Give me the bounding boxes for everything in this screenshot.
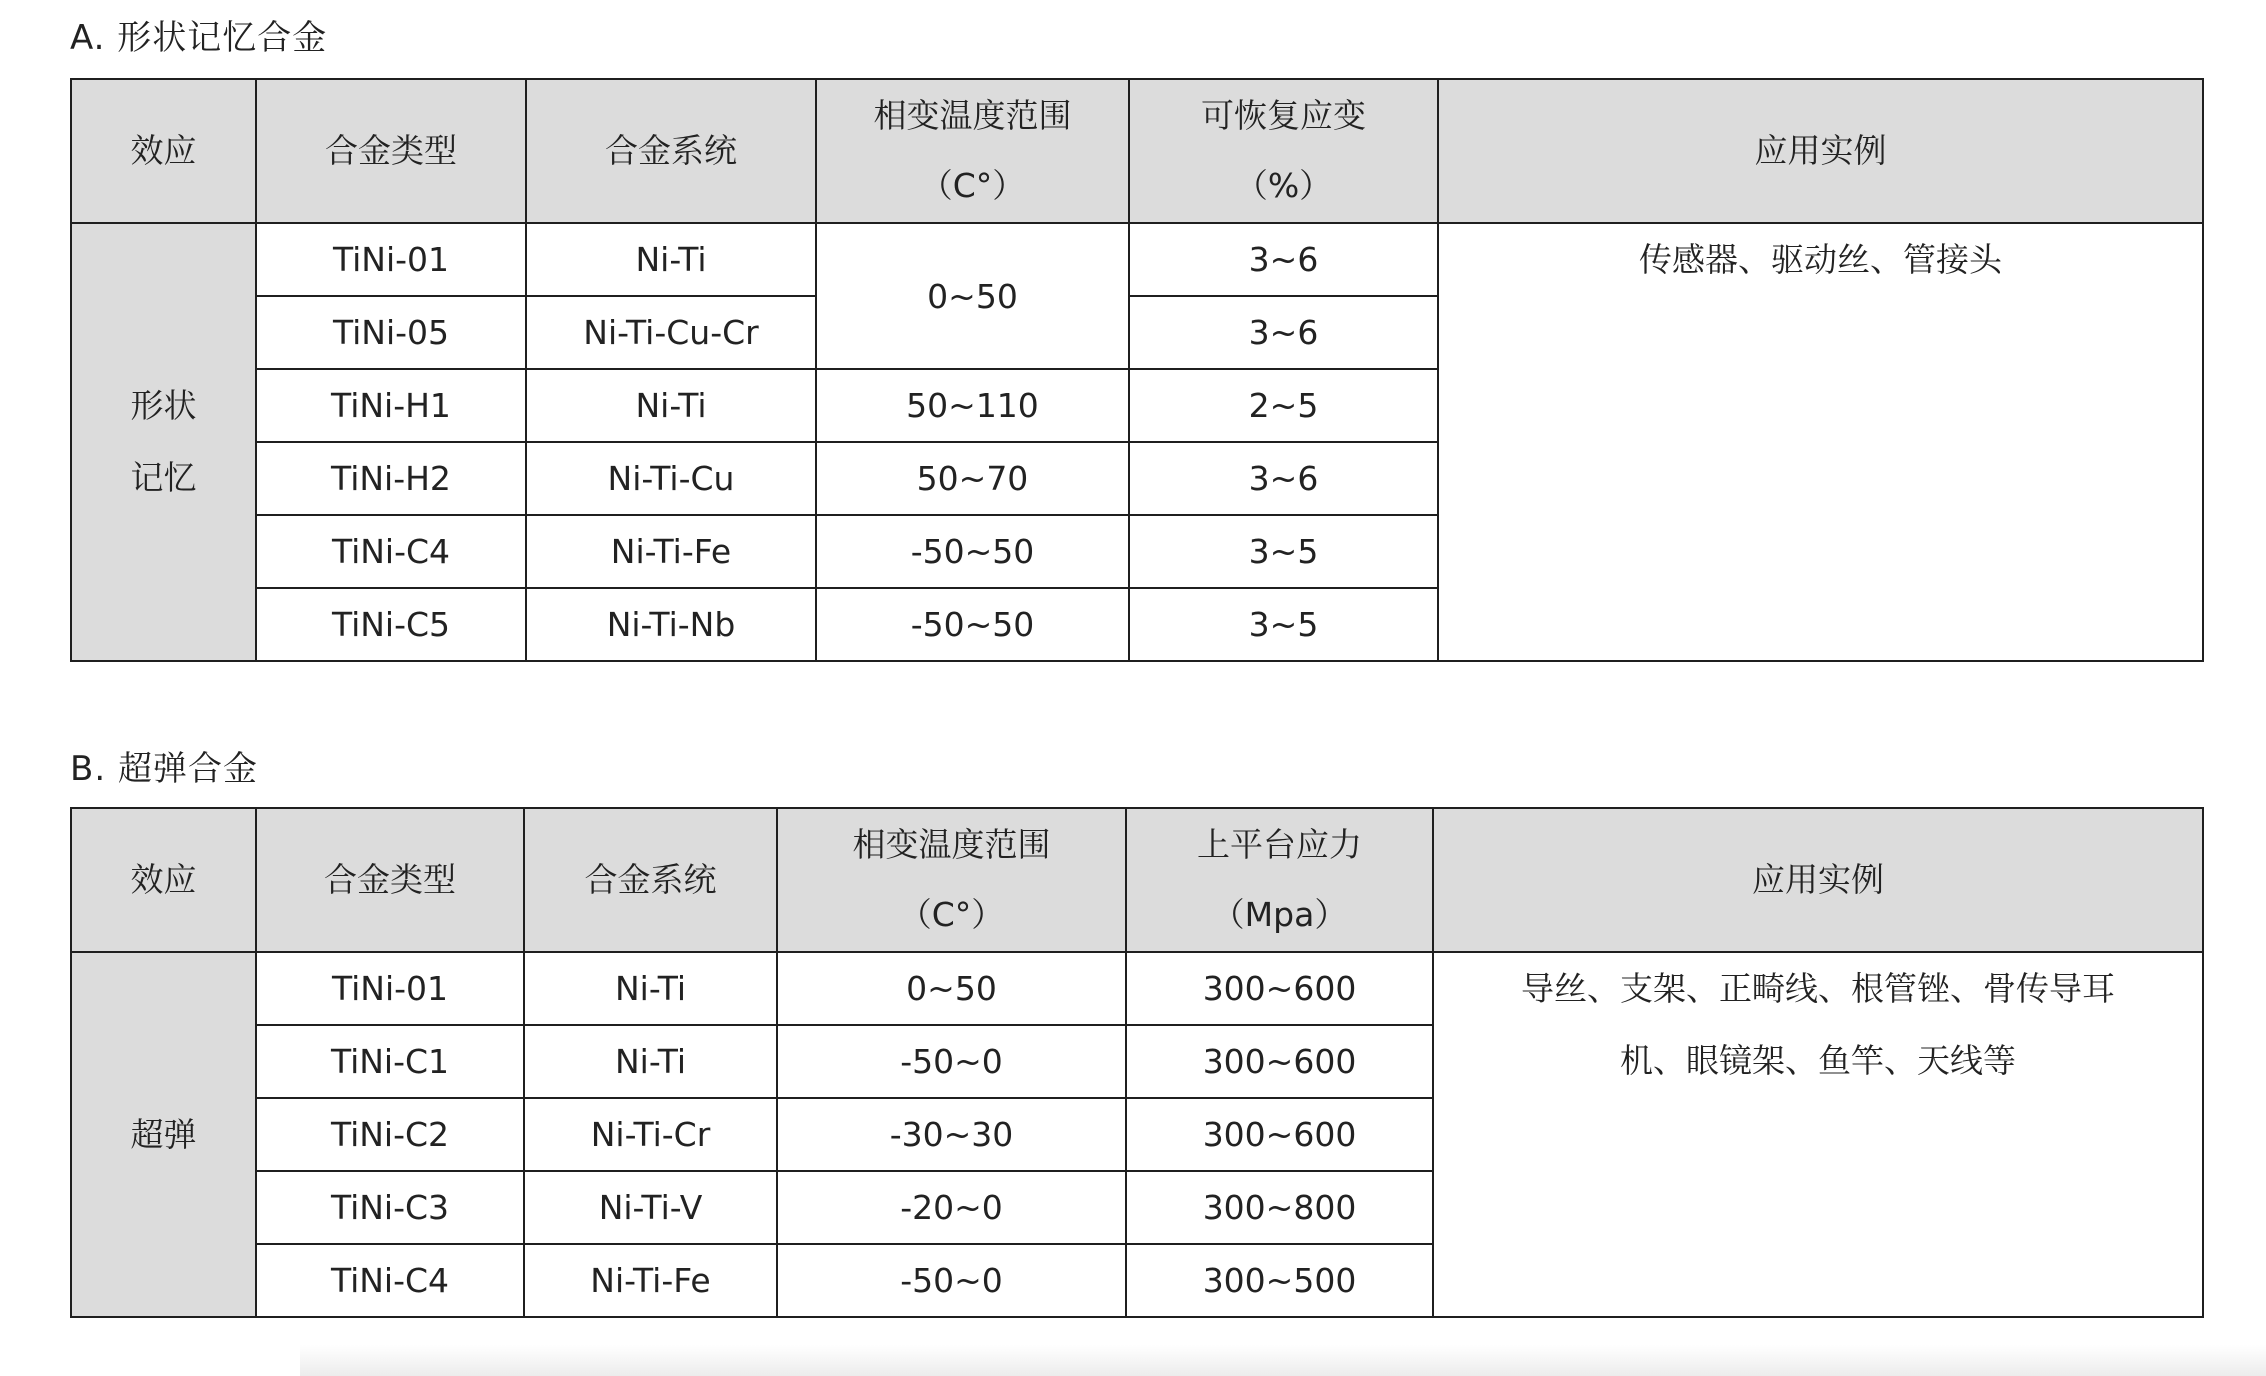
- alloy-system-cell: Ni-Ti-V: [524, 1171, 777, 1244]
- header-temp-range: [816, 79, 1129, 223]
- header-applications: 应用实例: [1433, 808, 2203, 952]
- effect-label-line: 记忆: [130, 458, 197, 497]
- alloy-type-cell: TiNi-H1: [256, 369, 526, 442]
- alloy-type-cell: TiNi-C3: [256, 1171, 524, 1244]
- header-temp-range-label: 相变温度范围: [873, 96, 1072, 135]
- effect-label-line: 形状: [130, 386, 197, 425]
- temp-range-cell: 50~110: [816, 369, 1129, 442]
- stress-cell: 300~500: [1126, 1244, 1433, 1317]
- alloy-system-cell: Ni-Ti-Nb: [526, 588, 816, 661]
- alloy-system-cell: Ni-Ti: [524, 1025, 777, 1098]
- alloy-type-cell: TiNi-C2: [256, 1098, 524, 1171]
- strain-cell: 3~5: [1129, 588, 1438, 661]
- stress-cell: 300~600: [1126, 952, 1433, 1025]
- stress-cell: 300~600: [1126, 1098, 1433, 1171]
- alloy-system-cell: Ni-Ti-Fe: [524, 1244, 777, 1317]
- alloy-type-cell: TiNi-C4: [256, 515, 526, 588]
- header-alloy-type: 合金类型: [256, 79, 526, 223]
- alloy-type-cell: TiNi-01: [256, 223, 526, 296]
- applications-line: 机、眼镜架、鱼竿、天线等: [1620, 1041, 2016, 1080]
- temp-range-cell: -50~50: [816, 588, 1129, 661]
- alloy-type-cell: TiNi-H2: [256, 442, 526, 515]
- table-row: [71, 223, 2203, 296]
- alloy-type-cell: TiNi-05: [256, 296, 526, 369]
- strain-cell: 3~5: [1129, 515, 1438, 588]
- superelastic-table: [70, 807, 2204, 1318]
- header-alloy-type: 合金类型: [256, 808, 524, 952]
- alloy-system-cell: Ni-Ti: [526, 223, 816, 296]
- effect-cell: 超弹: [71, 952, 256, 1317]
- effect-cell: [71, 223, 256, 661]
- header-effect: 效应: [71, 79, 256, 223]
- applications-line: 导丝、支架、正畸线、根管锉、骨传导耳: [1521, 969, 2115, 1008]
- alloy-system-cell: Ni-Ti-Cr: [524, 1098, 777, 1171]
- alloy-system-cell: Ni-Ti: [524, 952, 777, 1025]
- applications-cell: 传感器、驱动丝、管接头: [1438, 223, 2203, 661]
- header-plateau-stress: [1126, 808, 1433, 952]
- header-alloy-system: 合金系统: [526, 79, 816, 223]
- strain-cell: 3~6: [1129, 442, 1438, 515]
- header-strain-unit: （%）: [1234, 166, 1333, 205]
- temp-range-cell: -20~0: [777, 1171, 1126, 1244]
- strain-cell: 3~6: [1129, 223, 1438, 296]
- strain-cell: 2~5: [1129, 369, 1438, 442]
- alloy-type-cell: TiNi-C1: [256, 1025, 524, 1098]
- temp-range-cell: 0~50: [816, 223, 1129, 369]
- page-bottom-shadow: [300, 1345, 2266, 1376]
- stress-cell: 300~600: [1126, 1025, 1433, 1098]
- strain-cell: 3~6: [1129, 296, 1438, 369]
- header-stress-label: 上平台应力: [1197, 825, 1362, 864]
- header-temp-range-unit: （C°）: [898, 895, 1005, 934]
- temp-range-cell: -30~30: [777, 1098, 1126, 1171]
- header-recoverable-strain: [1129, 79, 1438, 223]
- applications-cell: [1433, 952, 2203, 1317]
- temp-range-cell: 0~50: [777, 952, 1126, 1025]
- alloy-system-cell: Ni-Ti: [526, 369, 816, 442]
- stress-cell: 300~800: [1126, 1171, 1433, 1244]
- shape-memory-table: [70, 78, 2204, 662]
- table-row: [71, 952, 2203, 1025]
- alloy-type-cell: TiNi-C4: [256, 1244, 524, 1317]
- alloy-type-cell: TiNi-C5: [256, 588, 526, 661]
- header-alloy-system: 合金系统: [524, 808, 777, 952]
- temp-range-cell: -50~50: [816, 515, 1129, 588]
- alloy-type-cell: TiNi-01: [256, 952, 524, 1025]
- section-a-title: A. 形状记忆合金: [70, 18, 328, 58]
- temp-range-cell: -50~0: [777, 1244, 1126, 1317]
- alloy-system-cell: Ni-Ti-Cu-Cr: [526, 296, 816, 369]
- table-header-row: [71, 79, 2203, 223]
- header-temp-range-unit: （C°）: [919, 166, 1026, 205]
- header-temp-range: [777, 808, 1126, 952]
- temp-range-cell: -50~0: [777, 1025, 1126, 1098]
- section-b-title: B. 超弹合金: [70, 749, 258, 789]
- header-applications: 应用实例: [1438, 79, 2203, 223]
- temp-range-cell: 50~70: [816, 442, 1129, 515]
- header-strain-label: 可恢复应变: [1201, 96, 1366, 135]
- header-stress-unit: （Mpa）: [1211, 895, 1348, 934]
- table-header-row: [71, 808, 2203, 952]
- header-temp-range-label: 相变温度范围: [852, 825, 1051, 864]
- header-effect: 效应: [71, 808, 256, 952]
- alloy-system-cell: Ni-Ti-Fe: [526, 515, 816, 588]
- alloy-system-cell: Ni-Ti-Cu: [526, 442, 816, 515]
